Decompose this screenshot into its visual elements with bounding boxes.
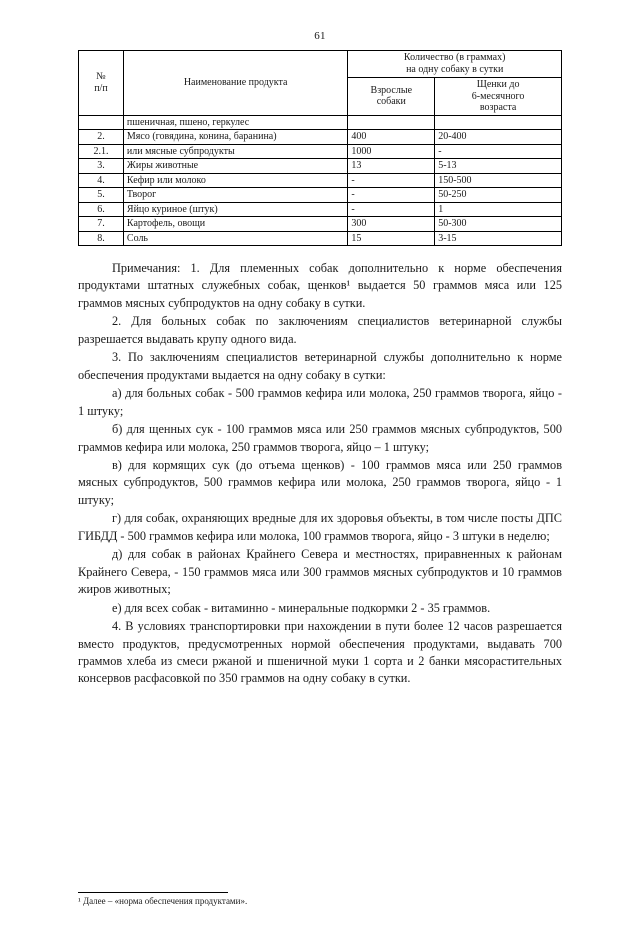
header-cell-quantity-group: [348, 51, 562, 78]
cell-puppy-amount: 150-500: [435, 173, 562, 188]
cell-adult-amount: 300: [348, 217, 435, 232]
cell-adult-amount: -: [348, 202, 435, 217]
table-row: [79, 159, 562, 174]
header-cell-puppies: [435, 78, 562, 116]
header-number-line1: №: [96, 70, 106, 82]
table-row: [79, 231, 562, 246]
cell-product-name: или мясные субпродукты: [123, 144, 347, 159]
note-paragraph: в) для кормящих сук (до отъема щенков) - 100 граммов мяса или 250 граммов мясных субпродуктов, 500 граммов кефира или молока, 250 граммов творога, яйцо - 1 штуку;: [78, 457, 562, 507]
cell-puppy-amount: 50-300: [435, 217, 562, 232]
cell-adult-amount: [348, 115, 435, 130]
note-paragraph: г) для собак, охраняющих вредные для их здоровья объекты, в том числе посты ДПС ГИБДД - 500 граммов кефира или молока, 100 граммов творога, яйцо - 3 штуки в неделю;: [78, 511, 562, 543]
cell-number: 5.: [79, 188, 124, 203]
table-header-row-1: [79, 51, 562, 78]
note-paragraph: б) для щенных сук - 100 граммов мяса или 250 граммов мясных субпродуктов, 500 граммов кефира или молока, 250 граммов творога, яйцо – 1 штуку;: [78, 422, 562, 454]
cell-number: 8.: [79, 231, 124, 246]
table-header: [79, 51, 562, 116]
cell-number: 2.1.: [79, 144, 124, 159]
cell-adult-amount: -: [348, 173, 435, 188]
header-adult-line1: Взрослые: [370, 84, 413, 96]
footnote-divider: [78, 892, 228, 893]
table-row: [79, 217, 562, 232]
note-paragraph: а) для больных собак - 500 граммов кефира или молока, 250 граммов творога, яйцо - 1 штуку;: [78, 386, 562, 418]
header-puppies-line1: Щенки до: [476, 79, 520, 90]
note-paragraph: 2. Для больных собак по заключениям специалистов ветеринарной службы разрешается выдавать крупу одного вида.: [78, 314, 562, 346]
header-cell-number: [79, 51, 124, 116]
header-cell-adult-dogs: [348, 78, 435, 116]
cell-product-name: Жиры животные: [123, 159, 347, 174]
cell-number: [79, 115, 124, 130]
table-row: [79, 144, 562, 159]
cell-number: 7.: [79, 217, 124, 232]
note-paragraph: д) для собак в районах Крайнего Севера и местностях, приравненных к районам Крайнего Севера, - 150 граммов мяса или 300 граммов мясных субпродуктов и 10 граммов жиров животных;: [78, 547, 562, 597]
cell-puppy-amount: [435, 115, 562, 130]
cell-adult-amount: 13: [348, 159, 435, 174]
document-page: [0, 30, 640, 935]
page-number: 61: [314, 30, 326, 42]
ration-table: [78, 50, 562, 246]
cell-number: 4.: [79, 173, 124, 188]
cell-product-name: Кефир или молоко: [123, 173, 347, 188]
cell-product-name: пшеничная, пшено, геркулес: [123, 115, 347, 130]
cell-puppy-amount: 1: [435, 202, 562, 217]
cell-number: 6.: [79, 202, 124, 217]
cell-adult-amount: 1000: [348, 144, 435, 159]
cell-adult-amount: 15: [348, 231, 435, 246]
footnote-text: ¹ Далее – «норма обеспечения продуктами».: [78, 895, 248, 906]
table-row: [79, 130, 562, 145]
table-row: [79, 173, 562, 188]
cell-number: 3.: [79, 159, 124, 174]
header-puppies-line3: возраста: [479, 102, 517, 113]
note-paragraph: Примечания: 1. Для племенных собак дополнительно к норме обеспечения продуктами штатных служебных собак, щенков¹ выдается 50 граммов мяса или 125 граммов мясных субпродуктов на одну собаку в сутки.: [78, 261, 562, 310]
header-quantity-line2: на одну собаку в сутки: [406, 64, 504, 75]
note-paragraph: е) для всех собак - витаминно - минеральные подкормки 2 - 35 граммов.: [112, 600, 491, 615]
cell-product-name: Творог: [123, 188, 347, 203]
cell-puppy-amount: -: [435, 144, 562, 159]
cell-puppy-amount: 3-15: [435, 231, 562, 246]
cell-puppy-amount: 20-400: [435, 130, 562, 145]
cell-number: 2.: [79, 130, 124, 145]
header-number-line2: п/п: [94, 82, 108, 94]
cell-product-name: Мясо (говядина, конина, баранина): [123, 130, 347, 145]
cell-puppy-amount: 5-13: [435, 159, 562, 174]
cell-adult-amount: -: [348, 188, 435, 203]
note-paragraph: 4. В условиях транспортировки при нахождении в пути более 12 часов разрешается вместо продуктов, предусмотренных нормой обеспечения продуктами, выдавать 700 граммов хлеба из смеси ржаной и пшеничной муки 1 сорта и 2 банки мясорастительных консервов расфасовкой по 350 граммов на одну собаку в сутки.: [78, 619, 562, 686]
table-body: [79, 115, 562, 246]
notes-section: [78, 260, 562, 688]
note-paragraph: 3. По заключениям специалистов ветеринарной службы дополнительно к норме обеспечения продуктами выдается на одну собаку в сутки:: [78, 350, 562, 382]
cell-puppy-amount: 50-250: [435, 188, 562, 203]
header-adult-line2: собаки: [376, 96, 406, 108]
table-row: [79, 115, 562, 130]
header-puppies-line2: 6-месячного: [471, 90, 525, 102]
header-cell-product-name: Наименование продукта: [123, 51, 347, 116]
header-quantity-line1: Количество (в граммах): [403, 52, 506, 63]
cell-product-name: Картофель, овощи: [123, 217, 347, 232]
table-row: [79, 188, 562, 203]
cell-adult-amount: 400: [348, 130, 435, 145]
cell-product-name: Соль: [123, 231, 347, 246]
table-row: [79, 202, 562, 217]
cell-product-name: Яйцо куриное (штук): [123, 202, 347, 217]
